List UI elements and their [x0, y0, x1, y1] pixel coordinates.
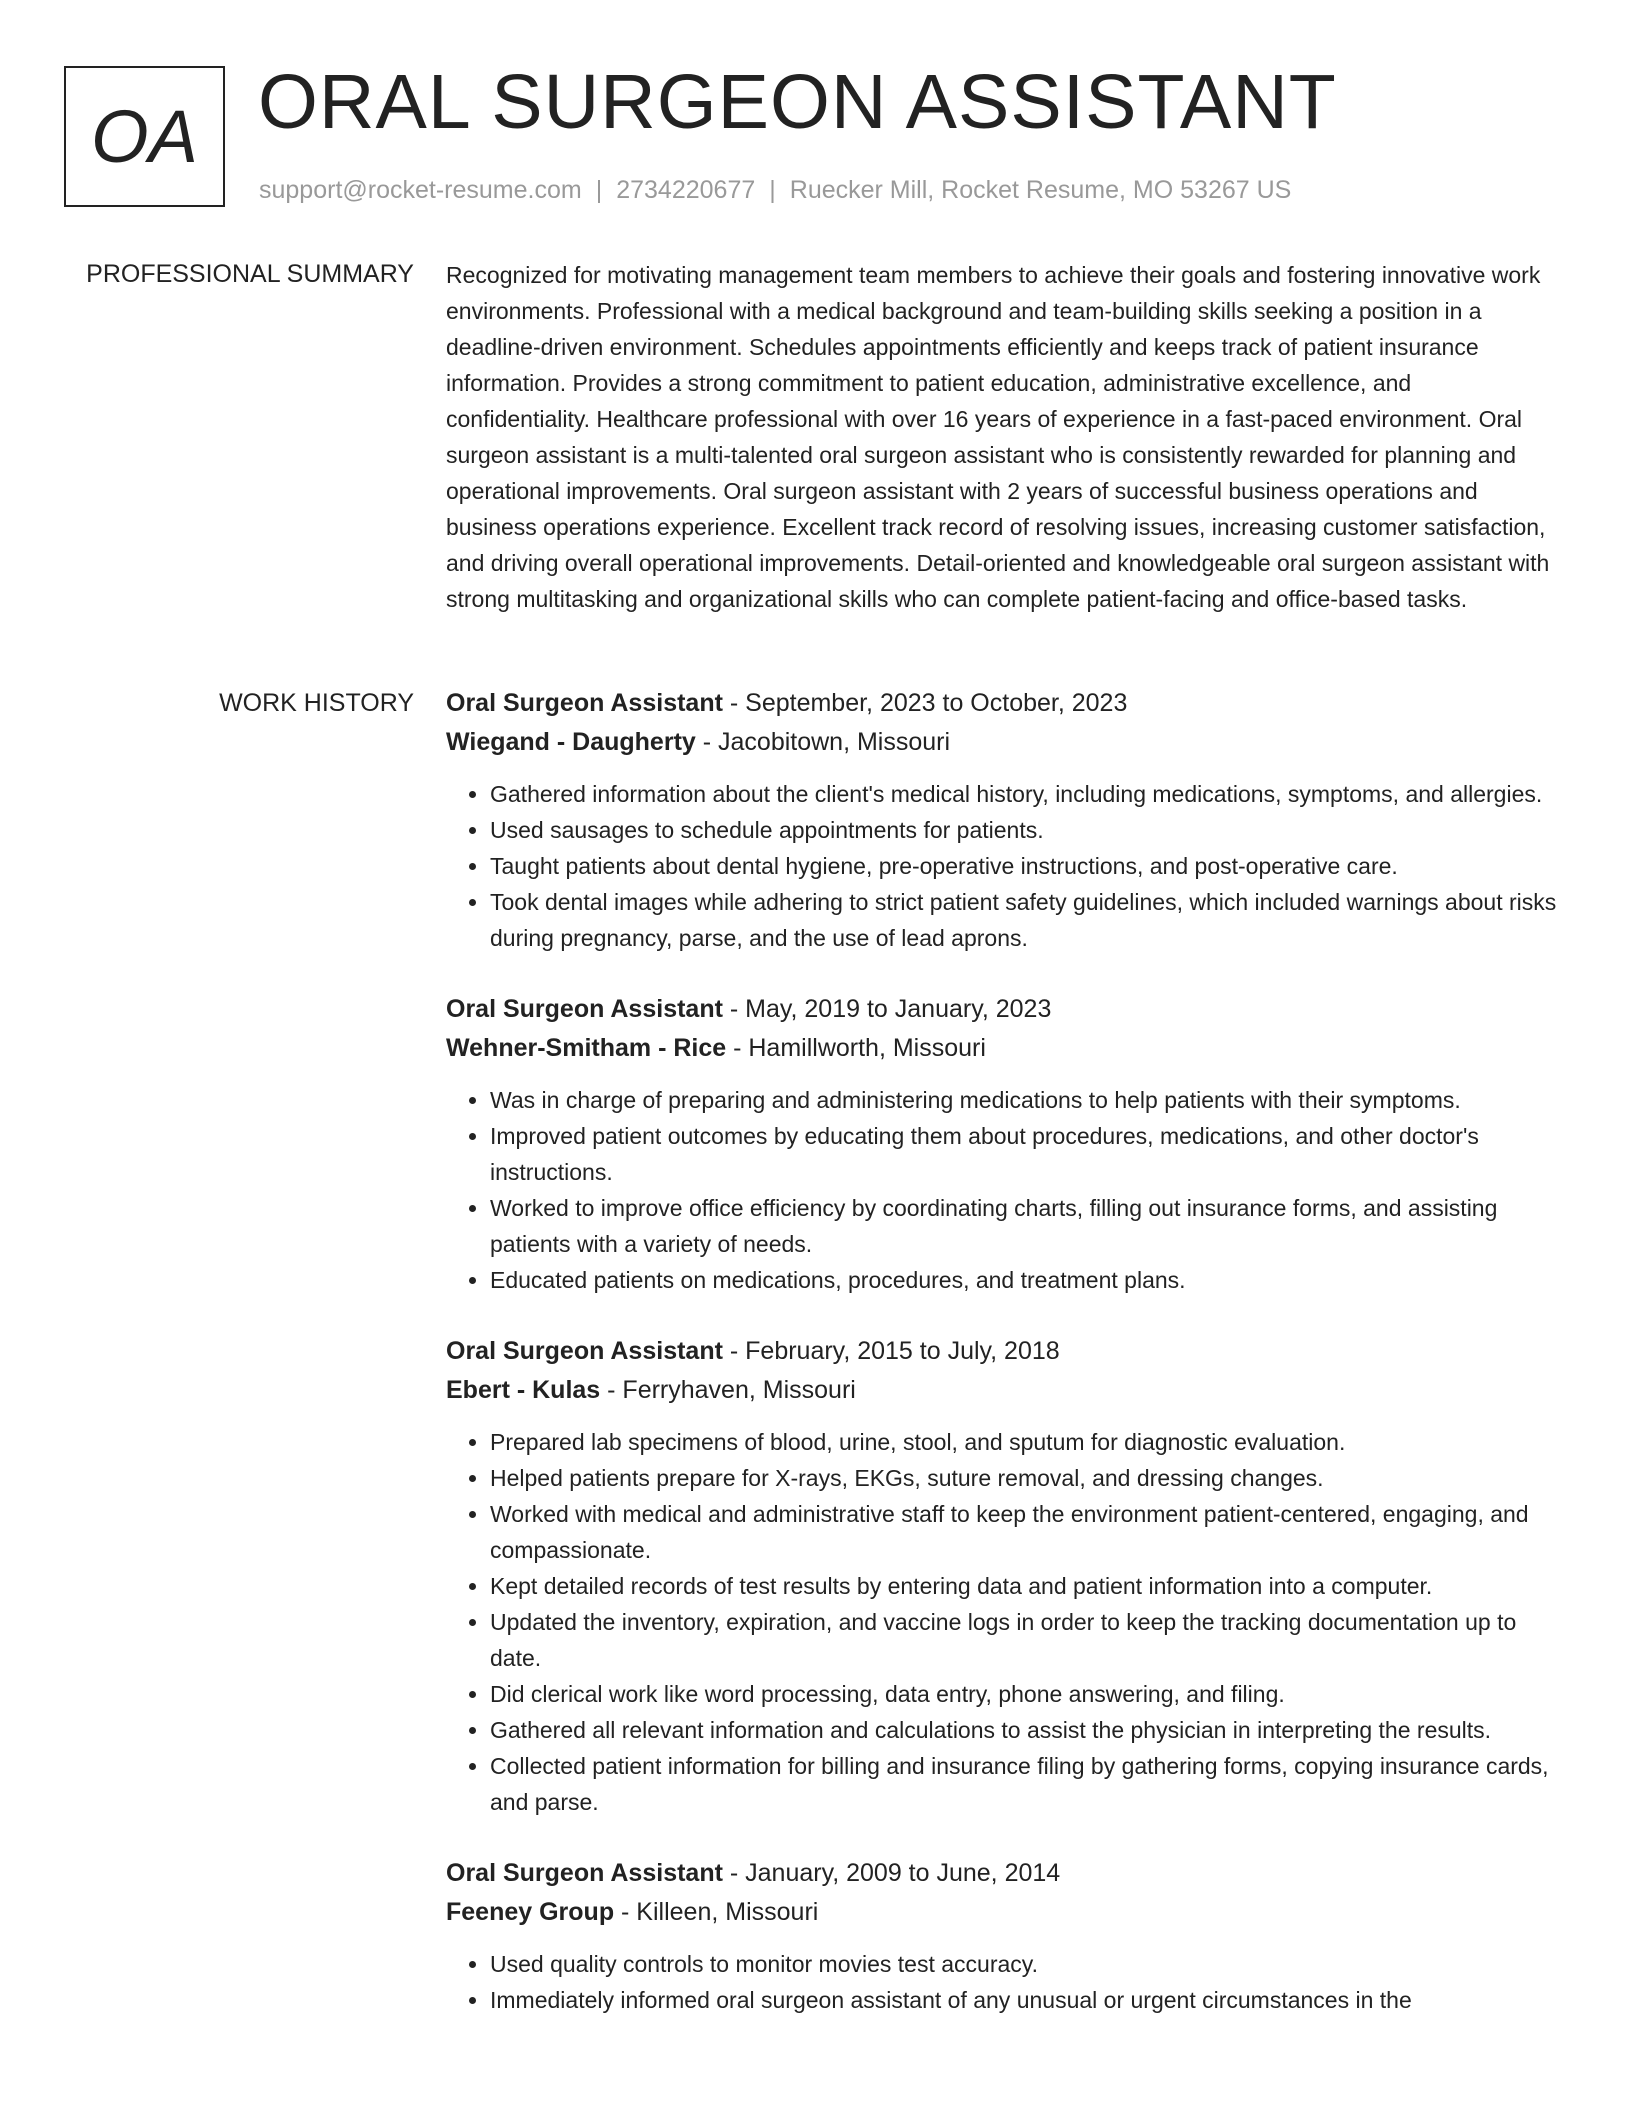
job-bullet-list [446, 1946, 1558, 2018]
job-title-line [446, 684, 1558, 723]
job-bullet: • Took dental images while adhering to strict patient safety guidelines, which included warnings about risks during pregnancy, parse, and the use of lead aprons. [490, 884, 1558, 956]
job-bullet: • Educated patients on medications, procedures, and treatment plans. [490, 1262, 1558, 1298]
job-entry [446, 990, 1558, 1298]
job-bullet: • Did clerical work like word processing, data entry, phone answering, and filing. [490, 1676, 1558, 1712]
job-bullet: • Helped patients prepare for X-rays, EKGs, suture removal, and dressing changes. [490, 1460, 1558, 1496]
job-title-line [446, 990, 1558, 1029]
job-bullet: • Immediately informed oral surgeon assistant of any unusual or urgent circumstances in the [490, 1982, 1558, 2018]
job-location: - Jacobitown, Missouri [695, 728, 951, 756]
job-company-line [446, 1371, 1558, 1410]
job-company-line [446, 1029, 1558, 1068]
contact-separator: | [769, 176, 776, 204]
job-bullet: • Gathered information about the client's medical history, including medications, symptoms, and allergies. [490, 776, 1558, 812]
contact-line [259, 174, 1291, 206]
job-title: Oral Surgeon Assistant [446, 1337, 723, 1365]
job-location: - Ferryhaven, Missouri [600, 1376, 856, 1404]
job-dates: - February, 2015 to July, 2018 [722, 1337, 1060, 1365]
job-location: - Killeen, Missouri [614, 1898, 819, 1926]
work-history-section-label: WORK HISTORY [219, 689, 414, 717]
job-bullet: • Was in charge of preparing and administering medications to help patients with their symptoms. [490, 1082, 1558, 1118]
monogram-badge [64, 66, 225, 207]
job-title-line [446, 1854, 1558, 1893]
job-company-line [446, 1893, 1558, 1932]
job-entry [446, 1332, 1558, 1820]
contact-phone[interactable]: 2734220677 [616, 176, 756, 204]
job-bullet: • Worked with medical and administrative staff to keep the environment patient-centered, engaging, and compassionate. [490, 1496, 1558, 1568]
job-bullet: • Improved patient outcomes by educating them about procedures, medications, and other doctor's instructions. [490, 1118, 1558, 1190]
summary-section [446, 257, 1558, 617]
job-bullet-list [446, 1424, 1558, 1820]
job-bullet-list [446, 1082, 1558, 1298]
job-bullet: • Used sausages to schedule appointments for patients. [490, 812, 1558, 848]
job-title: Oral Surgeon Assistant [446, 689, 723, 717]
job-title: Oral Surgeon Assistant [446, 1859, 723, 1887]
job-title: Oral Surgeon Assistant [446, 995, 723, 1023]
job-entry [446, 1854, 1558, 2018]
job-bullet: • Kept detailed records of test results by entering data and patient information into a computer. [490, 1568, 1558, 1604]
job-company: Ebert - Kulas [446, 1376, 601, 1404]
job-bullet: • Taught patients about dental hygiene, pre-operative instructions, and post-operative care. [490, 848, 1558, 884]
job-bullet: • Gathered all relevant information and calculations to assist the physician in interpreting the results. [490, 1712, 1558, 1748]
summary-text: Recognized for motivating management team members to achieve their goals and fostering innovative work environments. Professional with a medical background and team-building skills seeking a position in a deadline-driven environment. Schedules appointments efficiently and keeps track of patient insurance information. Provides a strong commitment to patient education, administrative excellence, and confidentiality. Healthcare professional with over 16 years of experience in a fast-paced environment. Oral surgeon assistant is a multi-talented oral surgeon assistant who is consistently rewarded for planning and operational improvements. Oral surgeon assistant with 2 years of successful business operations and business operations experience. Excellent track record of resolving issues, increasing customer satisfaction, and driving overall operational improvements. Detail-oriented and knowledgeable oral surgeon assistant with strong multitasking and organizational skills who can complete patient-facing and office-based tasks. [446, 262, 1550, 612]
job-dates: - January, 2009 to June, 2014 [722, 1859, 1061, 1887]
job-bullet: • Collected patient information for billing and insurance filing by gathering forms, copying insurance cards, and parse. [490, 1748, 1558, 1820]
job-entry [446, 684, 1558, 956]
contact-email[interactable]: support@rocket-resume.com [259, 176, 582, 204]
job-company-line [446, 723, 1558, 762]
contact-address: Ruecker Mill, Rocket Resume, MO 53267 US [789, 176, 1292, 204]
summary-section-label: PROFESSIONAL SUMMARY [86, 260, 414, 288]
work-history-section [446, 684, 1558, 2052]
job-dates: - May, 2019 to January, 2023 [722, 995, 1052, 1023]
contact-separator: | [595, 176, 603, 204]
job-company: Feeney Group [446, 1898, 615, 1926]
job-bullet: • Worked to improve office efficiency by coordinating charts, filling out insurance forms, and assisting patients with a variety of needs. [490, 1190, 1558, 1262]
job-company: Wehner-Smitham - Rice [446, 1034, 727, 1062]
job-title-line [446, 1332, 1558, 1371]
job-location: - Hamillworth, Missouri [726, 1034, 986, 1062]
job-bullet-list [446, 776, 1558, 956]
monogram-initials: OA [91, 95, 198, 178]
resume-name: ORAL SURGEON ASSISTANT [258, 59, 1337, 145]
job-bullet: • Updated the inventory, expiration, and vaccine logs in order to keep the tracking documentation up to date. [490, 1604, 1558, 1676]
job-bullet: • Used quality controls to monitor movies test accuracy. [490, 1946, 1558, 1982]
job-dates: - September, 2023 to October, 2023 [722, 689, 1128, 717]
job-bullet: • Prepared lab specimens of blood, urine, stool, and sputum for diagnostic evaluation. [490, 1424, 1558, 1460]
job-company: Wiegand - Daugherty [446, 728, 696, 756]
